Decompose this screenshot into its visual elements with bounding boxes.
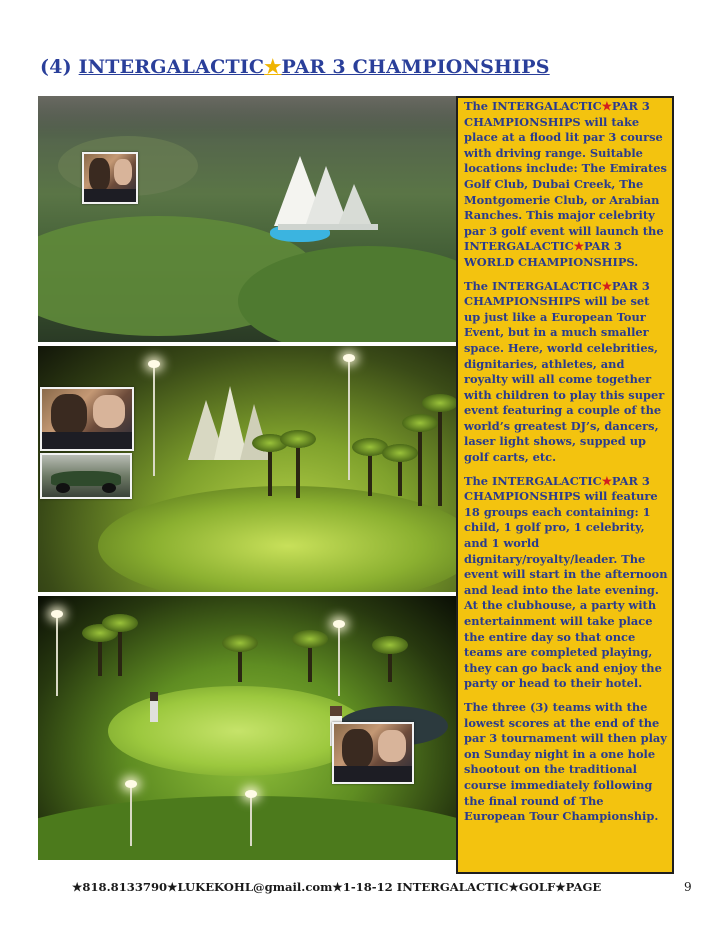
title-intergalactic: INTERGALACTIC [78,56,265,78]
page-number: 9 [684,880,692,894]
paragraph-shootout: The three (3) teams with the lowest scores at the end of the par 3 tournament will then play on Sunday night in a one hole shootout on the traditional course immediately following the final round of The European Tour Championship. [464,699,667,824]
section-number: (4) [40,56,72,78]
title-par3-championships: PAR 3 CHAMPIONSHIPS [281,56,550,78]
dj-inset-photo-2 [40,387,134,451]
footer-contact: ★818.8133790★LUKEKOHL@gmail.com★1-18-12 INTERGALACTIC★GOLF★PAGE [72,880,602,894]
star-icon: ★ [601,278,612,293]
aerial-golf-club-photo [38,96,456,342]
description-textbox [456,96,674,874]
dj-inset-photo [82,152,138,204]
star-icon: ★ [601,473,612,488]
paragraph-groups: The INTERGALACTIC★PAR 3 CHAMPIONSHIPS will feature 18 groups each containing: 1 child, 1 golf pro, 1 celebrity, and 1 world dignitary/royalty/leader. The event will start in the afternoon and lead into the late evening. At the clubhouse, a party with entertainment will take place the entire day so that once teams are completed playing, they can go back and enjoy the party or head to their hotel. [464,473,668,691]
star-icon: ★ [573,239,584,254]
paragraph-launch: The INTERGALACTIC★PAR 3 CHAMPIONSHIPS will take place at a flood lit par 3 course with driving range. Suitable locations include: The Emirates Golf Club, Dubai Creek, The Montgomerie Club, or Arabian Ranches. This major celebrity par 3 golf event will launch the INTERGALACTIC★PAR 3 WORLD CHAMPIONSHIPS. [464,99,667,269]
page-title [40,56,550,78]
sports-car-inset-photo [40,453,132,499]
title-star-icon: ★ [264,56,282,78]
star-icon: ★ [601,99,612,113]
paragraph-event-setup: The INTERGALACTIC★PAR 3 CHAMPIONSHIPS will be set up just like a European Tour Event, but in a much smaller space. Here, world celebrities, dignitaries, athletes, and royalty will all come together with children to play this super event featuring a couple of the world’s greatest DJ’s, dancers, laser light shows, supped up golf carts, etc. [464,278,665,465]
dj-inset-photo-3 [332,722,414,784]
